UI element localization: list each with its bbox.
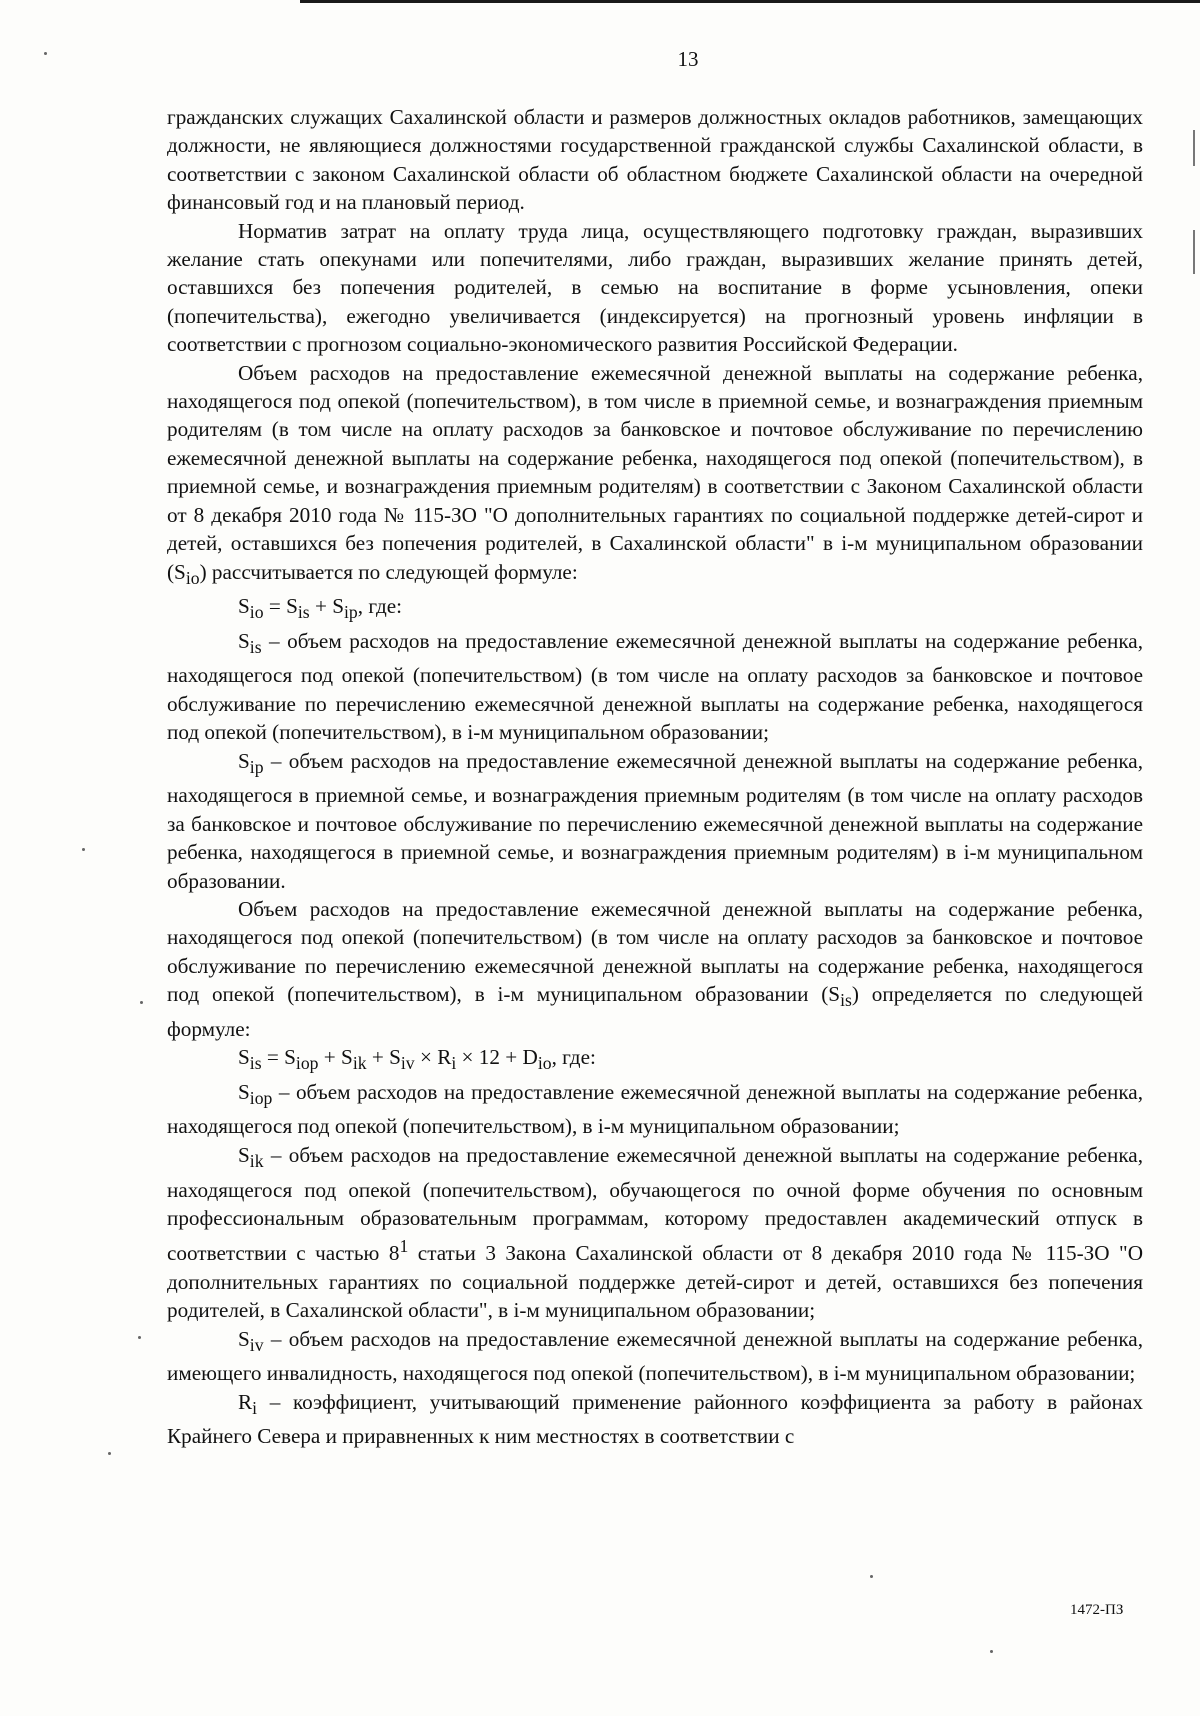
paragraph-sis-volume: Объем расходов на предоставление ежемесячной денежной выплаты на содержание ребенка, находящегося под опекой (попечительством) (в том числе на оплату расходов за банковское и почтовое обслуживание по перечислению ежемесячной денежной выплаты на содержание ребенка, находящегося под опекой (попечительством), в i-м муниципальном образовании $(S_{is})$ определяется по следующей формуле: [167, 896, 1143, 1041]
document-code: 1472-ПЗ [1070, 1602, 1124, 1618]
definition-ri: $R_i$ – коэффициент, учитывающий применение районного коэффициента за работу в районах Крайнего Севера и приравненных к ним местностях в соответствии с [167, 1389, 1143, 1449]
scan-speck [108, 1452, 111, 1455]
scan-edge-mark [1193, 230, 1195, 274]
paragraph-expense-tail: ) рассчитывается по следующей формуле: [199, 559, 578, 584]
superscript-1: 1 [399, 1236, 409, 1257]
definition-siop: $S_{iop}$ – объем расходов на предоставление ежемесячной денежной выплаты на содержание ребенка, находящегося под опекой (попечительством), в i-м муниципальном образовании; [167, 1079, 1143, 1139]
scan-speck [138, 1336, 141, 1339]
scan-speck [140, 1001, 143, 1004]
formula-sis: $S_{is} = S_{iop} + S_{ik} + S_{iv} \times R_i \times 12 + D_{io}$, где: [238, 1045, 596, 1074]
document-body [167, 103, 1143, 1451]
top-border-line [300, 0, 1200, 3]
page-number: 13 [677, 47, 699, 71]
scan-speck [82, 848, 85, 851]
scan-edge-mark [1193, 130, 1195, 166]
paragraph-expense-volume [167, 359, 1143, 592]
scan-speck [870, 1575, 873, 1578]
formula-sio: $S_{io} = S_{is} + S_{ip}$, где: [238, 594, 403, 623]
definition-sip: $S_{ip}$ – объем расходов на предоставление ежемесячной денежной выплаты на содержание ребенка, находящегося в приемной семье, и вознаграждения приемным родителям (в том числе на оплату расходов за банковское и почтовое обслуживание по перечислению ежемесячной денежной выплаты на содержание ребенка, находящегося в приемной семье, и вознаграждения приемным родителям) в i-м муниципальном образовании. [167, 748, 1143, 893]
paragraph-continuation: гражданских служащих Сахалинской области и размеров должностных окладов работников, замещающих должности, не являющиеся должностями государственной гражданской службы Сахалинской области, в соответствии с законом Сахалинской области об областном бюджете Сахалинской области на очередной финансовый год и на плановый период. [167, 105, 1143, 215]
paragraph-normative: Норматив затрат на оплату труда лица, осуществляющего подготовку граждан, выразивших желание стать опекунами или попечителями, либо граждан, выразивших желание принять детей, оставшихся без попечения родителей, в семью на воспитание в форме усыновления, опеки (попечительства), ежегодно увеличивается (индексируется) на прогнозный уровень инфляции в соответствии с прогнозом социально-экономического развития Российской Федерации. [167, 218, 1143, 357]
scan-speck [44, 52, 47, 55]
definition-sik: $S_{ik}$ – объем расходов на предоставление ежемесячной денежной выплаты на содержание ребенка, находящегося под опекой (попечительством), обучающегося по очной форме обучения по основным профессиональным образовательным программам, которому предоставлен академический отпуск в соответствии с частью $8^1$ статьи 3 Закона Сахалинской области от 8 декабря 2010 года № 115-ЗО "О дополнительных гарантиях по социальной поддержке детей-сирот и детей, оставшихся без попечения родителей, в Сахалинской области", в i-м муниципальном образовании; [167, 1142, 1143, 1323]
definition-siv: $S_{iv}$ – объем расходов на предоставление ежемесячной денежной выплаты на содержание ребенка, имеющего инвалидность, находящегося под опекой (попечительством), в i-м муниципальном образовании; [167, 1326, 1143, 1386]
subscript-io: io [185, 567, 200, 588]
scan-speck [990, 1650, 993, 1653]
paragraph-expense-text: Объем расходов на предоставление ежемесячной денежной выплаты на содержание ребенка, находящегося под опекой (попечительством), в том числе в приемной семье, и вознаграждения приемным родителям (в том числе на оплату расходов за банковское и почтовое обслуживание по перечислению ежемесячной денежной выплаты на содержание ребенка, находящегося под опекой (попечительством), в приемной семье, и вознаграждения приемным родителям) в соответствии с Законом Сахалинской области от 8 декабря 2010 года № 115-ЗО "О дополнительных гарантиях по социальной поддержке детей-сирот и детей, оставшихся без попечения родителей, в Сахалинской области" в i-м муниципальном образовании (S [167, 360, 1143, 584]
definition-sis: $S_{is}$ – объем расходов на предоставление ежемесячной денежной выплаты на содержание ребенка, находящегося под опекой (попечительством) (в том числе на оплату расходов за банковское и почтовое обслуживание по перечислению ежемесячной денежной выплаты на содержание ребенка, находящегося под опекой (попечительством), в i-м муниципальном образовании; [167, 628, 1143, 745]
